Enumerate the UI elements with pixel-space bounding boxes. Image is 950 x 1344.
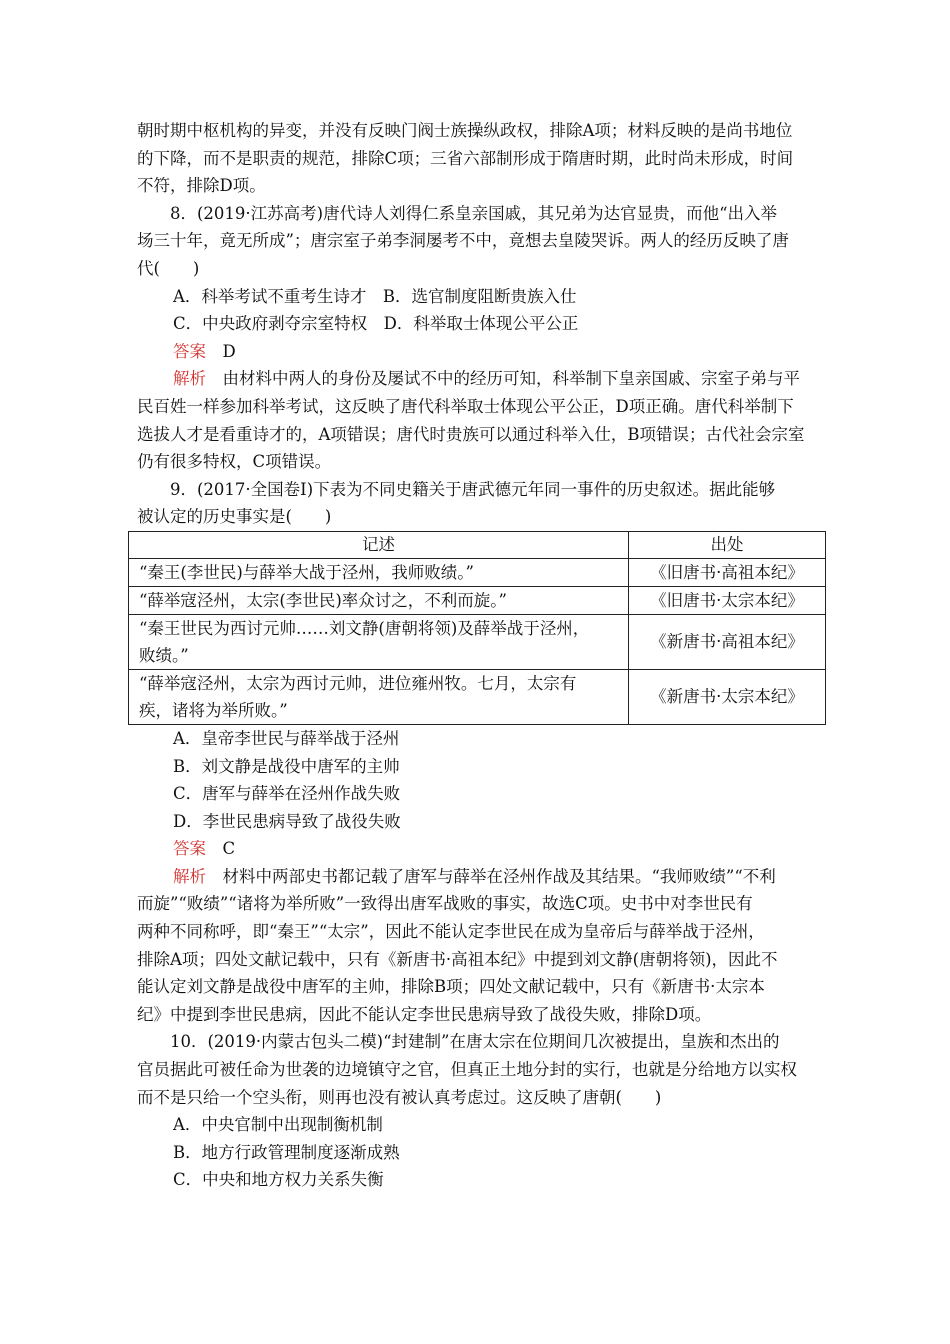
table-row — [129, 558, 826, 586]
options-row: C．中央政府剥夺宗室特权 D．科举取士体现公平公正 — [173, 314, 579, 334]
question-stem-line: 而不是只给一个空头衔，则再也没有被认真考虑过。这反映了唐朝( ) — [137, 1087, 662, 1107]
source-cell: 《旧唐书·高祖本纪》 — [629, 558, 826, 586]
option: A．中央官制中出现制衡机制 — [173, 1115, 383, 1135]
analysis-text: 由材料中两人的身份及屡试不中的经历可知，科举制下皇亲国戚、宗室子弟与平 — [222, 369, 800, 389]
record-cell — [129, 669, 629, 724]
source-cell: 《旧唐书·太宗本纪》 — [629, 586, 826, 614]
analysis-line: 而旋”“败绩”“诸将为举所败”一致得出唐军战败的事实，故选C项。史书中对李世民有 — [137, 894, 753, 914]
question-8 — [137, 200, 827, 476]
question-stem-line: 10．(2019·内蒙古包头二模)“封建制”在唐太宗在位期间几次被提出，皇族和杰出的 — [170, 1032, 780, 1052]
option: C．唐军与薛举在泾州作战失败 — [173, 784, 401, 804]
document-body — [137, 117, 827, 1194]
analysis-label: 解析 — [173, 369, 206, 389]
answer-label: 答案 — [173, 341, 206, 361]
question-stem-line: 被认定的历史事实是( ) — [137, 507, 332, 527]
option: A．皇帝李世民与薛举战于泾州 — [173, 728, 400, 748]
record-text-line: “秦王世民为西讨元帅……刘文静(唐朝将领)及薛举战于泾州， — [139, 618, 590, 638]
question-9 — [137, 476, 827, 1029]
option: B．刘文静是战役中唐军的主帅 — [173, 756, 400, 776]
analysis-line — [137, 365, 827, 393]
answer-line — [137, 835, 827, 863]
column-header: 记述 — [129, 531, 629, 558]
options-row: A．科举考试不重考生诗才 B．选官制度阻断贵族入仕 — [173, 286, 577, 306]
record-cell: “薛举寇泾州，太宗(李世民)率众讨之，不利而旋。” — [129, 586, 629, 614]
record-cell — [129, 614, 629, 669]
answer-label: 答案 — [173, 839, 206, 859]
source-table — [128, 531, 826, 725]
text-line: 的下降，而不是职责的规范，排除C项；三省六部制形成于隋唐时期，此时尚未形成，时间 — [137, 148, 794, 168]
record-text-line: 疾，诸将为举所败。” — [139, 700, 288, 720]
option: B．地方行政管理制度逐渐成熟 — [173, 1142, 400, 1162]
analysis-line: 能认定刘文静是战役中唐军的主帅，排除B项；四处文献记载中，只有《新唐书·太宗本 — [137, 977, 765, 997]
record-cell: “秦王(李世民)与薛举大战于泾州，我师败绩。” — [129, 558, 629, 586]
analysis-line: 仍有很多特权，C项错误。 — [137, 452, 332, 472]
analysis-label: 解析 — [173, 866, 206, 886]
analysis-line: 两种不同称呼，即“秦王”“太宗”，因此不能认定李世民在成为皇帝后与薛举战于泾州， — [137, 922, 765, 942]
source-cell: 《新唐书·太宗本纪》 — [629, 669, 826, 724]
source-cell: 《新唐书·高祖本纪》 — [629, 614, 826, 669]
question-stem-line: 9．(2017·全国卷Ⅰ)下表为不同史籍关于唐武德元年同一事件的历史叙述。据此能够 — [170, 479, 776, 499]
answer-value: D — [222, 341, 236, 361]
analysis-line: 民百姓一样参加科举考试，这反映了唐代科举取士体现公平公正，D项正确。唐代科举制下 — [137, 396, 794, 416]
column-header: 出处 — [629, 531, 826, 558]
option: C．中央和地方权力关系失衡 — [173, 1170, 384, 1190]
table-row — [129, 586, 826, 614]
option: D．李世民患病导致了战役失败 — [173, 811, 401, 831]
answer-value: C — [222, 839, 236, 859]
record-text-line: “薛举寇泾州，太宗为西讨元帅，进位雍州牧。七月，太宗有 — [139, 673, 577, 693]
text-line: 朝时期中枢机构的异变，并没有反映门阀士族操纵政权，排除A项；材料反映的是尚书地位 — [137, 121, 793, 140]
question-stem-line: 代( ) — [137, 258, 200, 278]
table-row — [129, 669, 826, 724]
analysis-line: 排除A项；四处文献记载中，只有《新唐书·高祖本纪》中提到刘文静(唐朝将领)，因此不 — [137, 949, 778, 969]
analysis-text: 材料中两部史书都记载了唐军与薛举在泾州作战及其结果。“我师败绩”“不利 — [222, 866, 776, 886]
record-text-line: 败绩。” — [139, 645, 189, 665]
text-line: 不符，排除D项。 — [137, 176, 266, 196]
question-stem-line: 8．(2019·江苏高考)唐代诗人刘得仁系皇亲国戚，其兄弟为达官显贵，而他“出入举 — [170, 203, 778, 223]
table-header-row — [129, 531, 826, 558]
question-stem-line: 官员据此可被任命为世袭的边境镇守之官，但真正土地分封的实行，也就是分给地方以实权 — [137, 1060, 797, 1080]
analysis-line: 纪》中提到李世民患病，因此不能认定李世民患病导致了战役失败，排除D项。 — [137, 1004, 712, 1024]
analysis-line — [137, 863, 827, 891]
previous-analysis-continuation — [137, 117, 827, 200]
analysis-line: 选拔人才是看重诗才的，A项错误；唐代时贵族可以通过科举入仕，B项错误；古代社会宗室 — [137, 424, 805, 444]
table-row — [129, 614, 826, 669]
question-10 — [137, 1028, 827, 1194]
answer-line — [137, 338, 827, 366]
question-stem-line: 场三十年，竟无所成”；唐宗室子弟李洞屡考不中，竟想去皇陵哭诉。两人的经历反映了唐 — [137, 231, 789, 251]
